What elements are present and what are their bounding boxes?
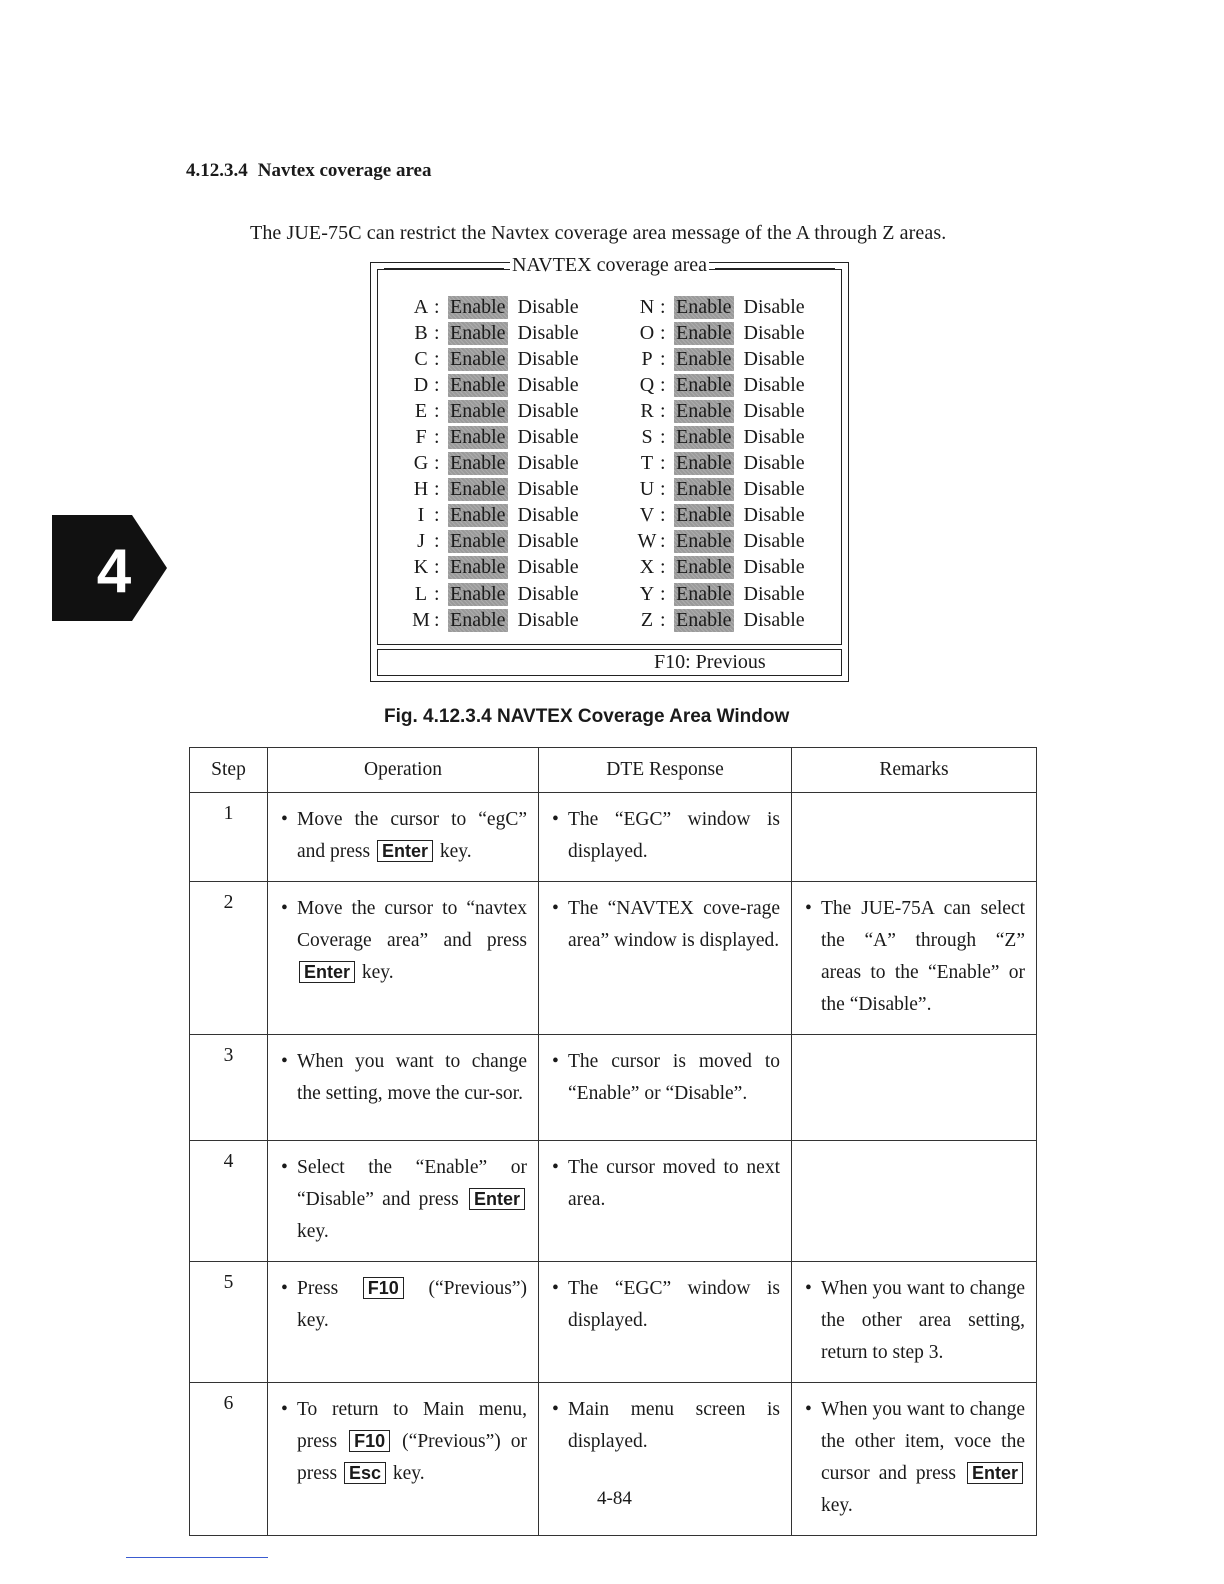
area-colon: :	[660, 582, 666, 605]
chapter-tab-badge	[52, 515, 167, 621]
disable-option-t[interactable]: Disable	[743, 452, 805, 475]
text-run: key.	[297, 1221, 329, 1242]
area-row-r	[634, 398, 805, 424]
text-run: The cursor moved to next area.	[568, 1157, 780, 1210]
enable-option-t[interactable]: Enable	[676, 452, 732, 475]
disable-option-w[interactable]: Disable	[743, 530, 805, 553]
op-text	[297, 1152, 527, 1248]
area-row-l	[408, 581, 579, 607]
area-letter: M	[412, 608, 430, 631]
steps-table-body	[190, 793, 1037, 1536]
text-run: When you want to change the other area setting, return to step 3.	[821, 1278, 1025, 1363]
enable-option-d[interactable]: Enable	[450, 373, 506, 396]
disable-option-z[interactable]: Disable	[743, 608, 805, 631]
area-row-h	[408, 477, 579, 503]
area-letter: L	[414, 582, 428, 605]
dte-text	[568, 893, 780, 957]
text-run: Main menu screen is displayed.	[568, 1399, 780, 1452]
dte-response-cell	[539, 1383, 792, 1536]
area-row-z	[634, 607, 805, 633]
bullet: •	[281, 1157, 288, 1178]
area-colon: :	[434, 582, 440, 605]
area-colon: :	[660, 504, 666, 527]
area-letter: Z	[640, 608, 654, 631]
area-row-n	[634, 294, 805, 320]
f10-key: F10	[363, 1277, 404, 1299]
disable-option-b[interactable]: Disable	[517, 321, 579, 344]
disable-option-j[interactable]: Disable	[517, 530, 579, 553]
area-column-right	[634, 294, 805, 633]
text-run: When you want to change the other item, voce the cursor and press	[821, 1399, 1025, 1484]
enable-option-p[interactable]: Enable	[676, 347, 732, 370]
remarks-cell	[792, 1383, 1037, 1536]
text-run: The JUE-75A can select the “A” through “Z” areas to the “Enable” or the “Disable”.	[821, 898, 1025, 1015]
area-colon: :	[434, 347, 440, 370]
area-colon: :	[660, 452, 666, 475]
enable-option-g[interactable]: Enable	[450, 452, 506, 475]
enable-option-q[interactable]: Enable	[676, 373, 732, 396]
text-run: The “NAVTEX cove-rage area” window is displayed.	[568, 898, 780, 951]
area-letter: D	[413, 373, 429, 396]
enable-option-k[interactable]: Enable	[450, 556, 506, 579]
enter-key: Enter	[967, 1462, 1023, 1484]
area-letter: S	[641, 426, 653, 449]
area-colon: :	[434, 321, 440, 344]
rem-text	[821, 1394, 1025, 1522]
table-row	[190, 1383, 1037, 1536]
area-colon: :	[660, 347, 666, 370]
bullet: •	[805, 1399, 812, 1420]
area-letter: V	[639, 504, 655, 527]
remarks-cell	[792, 1141, 1037, 1262]
area-row-k	[408, 555, 579, 581]
disable-option-u[interactable]: Disable	[743, 478, 805, 501]
area-row-q	[634, 372, 805, 398]
disable-option-p[interactable]: Disable	[743, 347, 805, 370]
bullet: •	[552, 898, 559, 919]
area-colon: :	[660, 556, 666, 579]
disable-option-c[interactable]: Disable	[517, 347, 579, 370]
enable-option-v[interactable]: Enable	[676, 504, 732, 527]
op-text	[297, 1394, 527, 1490]
area-letter: H	[413, 478, 429, 501]
bullet: •	[281, 809, 288, 830]
area-colon: :	[434, 426, 440, 449]
operation-cell	[268, 1262, 539, 1383]
area-colon: :	[660, 321, 666, 344]
disable-option-o[interactable]: Disable	[743, 321, 805, 344]
op-text	[297, 804, 527, 868]
area-colon: :	[660, 426, 666, 449]
remarks-cell	[792, 793, 1037, 882]
rem-text	[821, 893, 1025, 1021]
intro-paragraph: The JUE-75C can restrict the Navtex coverage area message of the A through Z areas.	[250, 222, 947, 244]
op-text	[297, 893, 527, 989]
area-row-o	[634, 320, 805, 346]
enable-option-o[interactable]: Enable	[676, 321, 732, 344]
op-text	[297, 1273, 527, 1337]
area-row-j	[408, 529, 579, 555]
chapter-number: 4	[96, 537, 132, 606]
header-step: Step	[190, 748, 268, 793]
area-colon: :	[434, 478, 440, 501]
table-row	[190, 1262, 1037, 1383]
bullet: •	[552, 1278, 559, 1299]
area-colon: :	[434, 608, 440, 631]
steps-table	[189, 747, 1037, 1536]
area-colon: :	[434, 373, 440, 396]
area-letter: W	[637, 530, 657, 553]
area-row-e	[408, 398, 579, 424]
dte-response-cell	[539, 1035, 792, 1141]
enable-option-f[interactable]: Enable	[450, 426, 506, 449]
step-number: 5	[190, 1262, 268, 1383]
text-run: Press	[297, 1278, 361, 1299]
text-run: The cursor is moved to “Enable” or “Disable”.	[568, 1051, 780, 1104]
operation-cell	[268, 793, 539, 882]
area-row-v	[634, 503, 805, 529]
text-run: key.	[435, 841, 472, 862]
dte-text	[568, 804, 780, 868]
remarks-cell	[792, 1262, 1037, 1383]
area-row-m	[408, 607, 579, 633]
step-number: 4	[190, 1141, 268, 1262]
area-letter: R	[640, 399, 654, 422]
header-dte-response: DTE Response	[539, 748, 792, 793]
enable-option-w[interactable]: Enable	[676, 530, 732, 553]
disable-option-i[interactable]: Disable	[517, 504, 579, 527]
disable-option-n[interactable]: Disable	[743, 295, 805, 318]
area-row-t	[634, 451, 805, 477]
disable-option-y[interactable]: Disable	[743, 582, 805, 605]
figure-caption: Fig. 4.12.3.4 NAVTEX Coverage Area Window	[384, 706, 790, 727]
text-run: Select the “Enable” or “Disable” and press	[297, 1157, 527, 1210]
area-row-f	[408, 424, 579, 450]
area-letter: K	[413, 556, 429, 579]
bullet: •	[552, 809, 559, 830]
rem-text	[821, 1273, 1025, 1369]
enable-option-h[interactable]: Enable	[450, 478, 506, 501]
section-number: 4.12.3.4	[186, 160, 248, 181]
bullet: •	[281, 898, 288, 919]
disable-option-x[interactable]: Disable	[743, 556, 805, 579]
dte-response-cell	[539, 882, 792, 1035]
disable-option-s[interactable]: Disable	[743, 426, 805, 449]
area-colon: :	[660, 608, 666, 631]
disable-option-l[interactable]: Disable	[517, 582, 579, 605]
enable-option-z[interactable]: Enable	[676, 608, 732, 631]
dte-text	[568, 1152, 780, 1216]
area-colon: :	[434, 295, 440, 318]
footer-rule	[126, 1557, 268, 1558]
area-letter: N	[639, 295, 655, 318]
window-body	[377, 254, 842, 645]
disable-option-k[interactable]: Disable	[517, 556, 579, 579]
page-number: 4-84	[597, 1488, 632, 1509]
enable-option-u[interactable]: Enable	[676, 478, 732, 501]
table-row	[190, 1035, 1037, 1141]
area-colon: :	[434, 530, 440, 553]
text-run: The “EGC” window is displayed.	[568, 809, 780, 862]
disable-option-f[interactable]: Disable	[517, 426, 579, 449]
area-row-c	[408, 346, 579, 372]
remarks-cell	[792, 1035, 1037, 1141]
header-operation: Operation	[268, 748, 539, 793]
enable-option-j[interactable]: Enable	[450, 530, 506, 553]
disable-option-q[interactable]: Disable	[743, 373, 805, 396]
table-row	[190, 882, 1037, 1035]
area-row-u	[634, 477, 805, 503]
disable-option-d[interactable]: Disable	[517, 373, 579, 396]
area-colon: :	[660, 399, 666, 422]
enable-option-b[interactable]: Enable	[450, 321, 506, 344]
area-colon: :	[434, 452, 440, 475]
dte-response-cell	[539, 1141, 792, 1262]
step-number: 1	[190, 793, 268, 882]
enable-option-m[interactable]: Enable	[450, 608, 506, 631]
bullet: •	[552, 1051, 559, 1072]
area-letter: J	[417, 530, 425, 553]
area-colon: :	[660, 295, 666, 318]
text-run: When you want to change the setting, move the cur-sor.	[297, 1051, 527, 1104]
area-letter: F	[415, 426, 427, 449]
window-footer	[377, 649, 842, 676]
operation-cell	[268, 1035, 539, 1141]
table-header-row	[190, 748, 1037, 793]
area-colon: :	[434, 504, 440, 527]
area-letter: U	[639, 478, 655, 501]
area-colon: :	[434, 556, 440, 579]
text-run: Move the cursor to “navtex Coverage area” and press	[297, 898, 527, 951]
dte-response-cell	[539, 1262, 792, 1383]
enter-key: Enter	[377, 840, 433, 862]
text-run: To return to Main menu, press	[297, 1399, 527, 1452]
f10-previous-hint[interactable]: F10: Previous	[654, 651, 766, 673]
area-row-x	[634, 555, 805, 581]
enable-option-c[interactable]: Enable	[450, 347, 506, 370]
dte-text	[568, 1394, 780, 1458]
step-number: 3	[190, 1035, 268, 1141]
window-title: NAVTEX coverage area	[511, 254, 708, 276]
disable-option-v[interactable]: Disable	[743, 504, 805, 527]
enable-option-y[interactable]: Enable	[676, 582, 732, 605]
area-letter: G	[413, 452, 429, 475]
area-row-a	[408, 294, 579, 320]
area-letter: A	[413, 295, 429, 318]
area-letter: E	[414, 399, 428, 422]
table-row	[190, 793, 1037, 882]
disable-option-h[interactable]: Disable	[517, 478, 579, 501]
section-heading	[186, 160, 432, 182]
area-row-i	[408, 503, 579, 529]
area-colon: :	[434, 399, 440, 422]
f10-key: F10	[349, 1430, 390, 1452]
area-row-s	[634, 424, 805, 450]
area-letter: C	[414, 347, 428, 370]
dte-response-cell	[539, 793, 792, 882]
area-colon: :	[660, 373, 666, 396]
window-title-bar	[378, 254, 841, 277]
area-letter: X	[639, 556, 655, 579]
disable-option-g[interactable]: Disable	[517, 452, 579, 475]
area-column-left	[408, 294, 579, 633]
area-letter: T	[640, 452, 654, 475]
dte-text	[568, 1046, 780, 1110]
disable-option-e[interactable]: Disable	[517, 399, 579, 422]
section-title: Navtex coverage area	[257, 160, 432, 181]
area-letter: P	[641, 347, 653, 370]
enable-option-a[interactable]: Enable	[450, 295, 506, 318]
bullet: •	[805, 1278, 812, 1299]
bullet: •	[805, 898, 812, 919]
enter-key: Enter	[299, 961, 355, 983]
text-run: key.	[821, 1495, 853, 1516]
area-row-d	[408, 372, 579, 398]
text-run: The “EGC” window is displayed.	[568, 1278, 780, 1331]
area-letter: O	[639, 321, 655, 344]
bullet: •	[281, 1278, 288, 1299]
table-row	[190, 1141, 1037, 1262]
area-row-b	[408, 320, 579, 346]
bullet: •	[552, 1157, 559, 1178]
header-remarks: Remarks	[792, 748, 1037, 793]
text-run: (“Previous”) or press	[297, 1431, 527, 1484]
remarks-cell	[792, 882, 1037, 1035]
area-letter: Q	[639, 373, 655, 396]
bullet: •	[552, 1399, 559, 1420]
text-run: key.	[387, 1463, 425, 1484]
text-run: key.	[357, 962, 394, 983]
area-colon: :	[660, 530, 666, 553]
step-number: 6	[190, 1383, 268, 1536]
disable-option-a[interactable]: Disable	[517, 295, 579, 318]
enable-option-i[interactable]: Enable	[450, 504, 506, 527]
navtex-coverage-window	[370, 254, 849, 682]
area-letter: Y	[639, 582, 655, 605]
esc-key: Esc	[344, 1462, 386, 1484]
enable-option-l[interactable]: Enable	[450, 582, 506, 605]
enable-option-x[interactable]: Enable	[676, 556, 732, 579]
disable-option-m[interactable]: Disable	[517, 608, 579, 631]
enter-key: Enter	[469, 1188, 525, 1210]
enable-option-r[interactable]: Enable	[676, 399, 732, 422]
area-row-g	[408, 451, 579, 477]
area-colon: :	[660, 478, 666, 501]
operation-cell	[268, 882, 539, 1035]
bullet: •	[281, 1399, 288, 1420]
area-row-p	[634, 346, 805, 372]
op-text	[297, 1046, 527, 1110]
step-number: 2	[190, 882, 268, 1035]
area-letter: B	[414, 321, 428, 344]
text-run: Move the cursor to “egC” and press	[297, 809, 527, 862]
text-run: (“Previous”) key.	[297, 1278, 527, 1331]
area-row-y	[634, 581, 805, 607]
enable-option-s[interactable]: Enable	[676, 426, 732, 449]
enable-option-e[interactable]: Enable	[450, 399, 506, 422]
bullet: •	[281, 1051, 288, 1072]
enable-option-n[interactable]: Enable	[676, 295, 732, 318]
disable-option-r[interactable]: Disable	[743, 399, 805, 422]
area-letter: I	[417, 504, 425, 527]
dte-text	[568, 1273, 780, 1337]
area-row-w	[634, 529, 805, 555]
operation-cell	[268, 1383, 539, 1536]
operation-cell	[268, 1141, 539, 1262]
